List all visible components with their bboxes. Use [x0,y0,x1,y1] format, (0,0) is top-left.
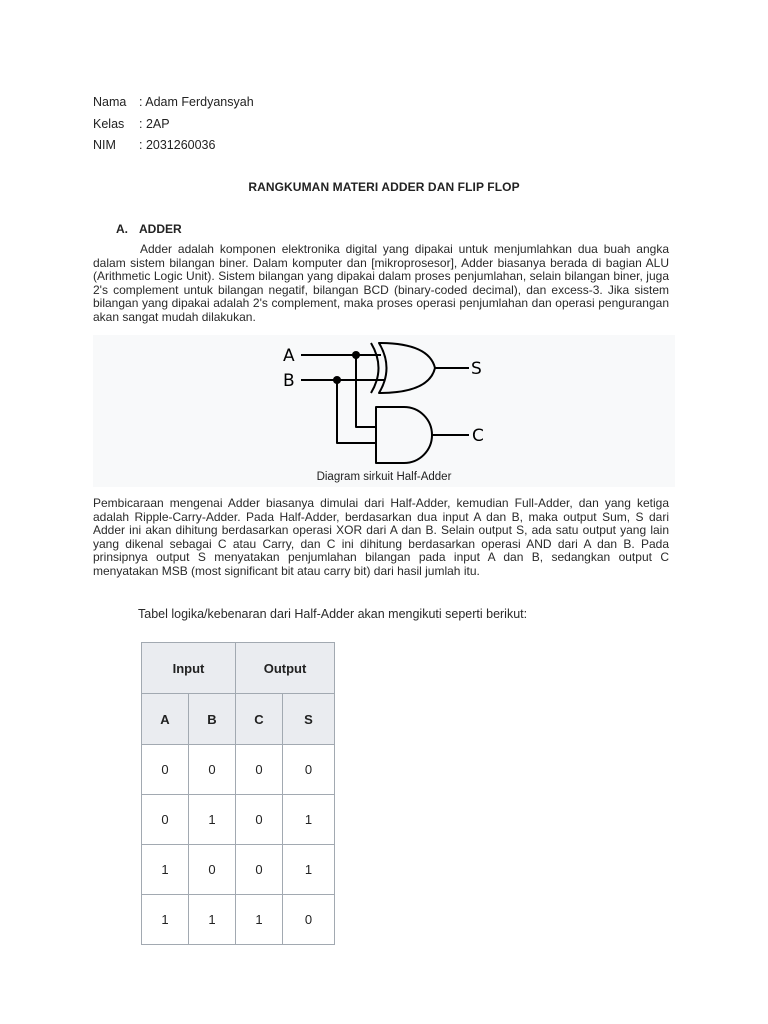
table-cell: 0 [142,795,189,845]
header-output-group: Output [236,643,335,694]
and-gate-symbol [376,407,432,463]
table-group-header-row [142,643,335,694]
junction-dot-a [352,351,360,359]
table-cell: 0 [236,845,283,895]
xor-gate-back-arc [371,343,379,393]
nim-value: : 2031260036 [139,138,216,152]
table-cell: 0 [236,745,283,795]
table-cell: 1 [236,895,283,945]
half-adder-diagram-figure [93,335,675,487]
column-header-c: C [236,694,283,745]
column-header-b: B [189,694,236,745]
table-cell: 0 [283,895,335,945]
diagram-caption: Diagram sirkuit Half-Adder [316,471,452,483]
student-class-line [93,117,170,131]
table-cell: 0 [236,795,283,845]
student-nim-line [93,138,215,152]
table-cell: 0 [189,745,236,795]
label-s: S [471,359,482,379]
class-value: : 2AP [139,117,170,131]
table-intro-text: Tabel logika/kebenaran dari Half-Adder akan mengikuti seperti berikut: [138,607,528,621]
table-row [142,895,335,945]
table-row [142,845,335,895]
header-input-group: Input [142,643,236,694]
table-cell: 1 [142,845,189,895]
paragraph-half-adder-explanation: Pembicaraan mengenai Adder biasanya dimulai dari Half-Adder, kemudian Full-Adder, dan yang ketiga adalah Ripple-Carry-Adder. Pada Half-Adder, berdasarkan dua input A dan B, maka output Sum, S dari Adder ini akan dihitung berdasarkan operasi XOR dari A dan B. Selain output S, ada satu output yang lain yang dikenal sebagai C atau Carry, dan C ini dihitung berdasarkan operasi AND dari A dan B. Pada prinsipnya output S menyatakan penjumlahan bilangan pada input A dan B, sedangkan output C menyatakan MSB (most significant bit atau carry bit) dari hasil jumlah itu. [93,496,669,578]
label-b: B [283,371,295,391]
table-cell: 1 [283,795,335,845]
label-a: A [283,346,295,366]
half-adder-circuit-diagram [93,335,675,487]
section-heading [116,222,182,236]
nim-label: NIM [93,138,116,152]
table-cell: 1 [142,895,189,945]
half-adder-truth-table [141,642,335,945]
label-c: C [472,426,484,446]
table-cell: 1 [189,895,236,945]
student-name-line [93,95,254,109]
table-cell: 0 [283,745,335,795]
table-column-header-row [142,694,335,745]
table-cell: 0 [142,745,189,795]
column-header-a: A [142,694,189,745]
column-header-s: S [283,694,335,745]
section-number: A. [116,222,128,236]
table-row [142,795,335,845]
name-label: Nama [93,95,127,109]
table-cell: 1 [189,795,236,845]
name-value: : Adam Ferdyansyah [139,95,254,109]
table-row [142,745,335,795]
table-cell: 1 [283,845,335,895]
document-title: RANGKUMAN MATERI ADDER DAN FLIP FLOP [248,180,520,194]
class-label: Kelas [93,117,125,131]
table-cell: 0 [189,845,236,895]
xor-gate-symbol [379,343,435,393]
section-title: ADDER [139,222,182,236]
junction-dot-b [333,376,341,384]
paragraph-adder-definition: Adder adalah komponen elektronika digital yang dipakai untuk menjumlahkan dua buah angka dalam sistem bilangan biner. Dalam komputer dan [mikroprosesor], Adder biasanya berada di bagian ALU (Arithmetic Logic Unit). Sistem bilangan yang dipakai dalam proses penjumlahan, selain bilangan biner, juga 2's complement untuk bilangan negatif, bilangan BCD (binary-coded decimal), dan excess-3. Jika sistem bilangan yang dipakai adalah 2's complement, maka proses operasi penjumlahan dan operasi pengurangan akan sangat mudah dilakukan. [93,242,669,324]
